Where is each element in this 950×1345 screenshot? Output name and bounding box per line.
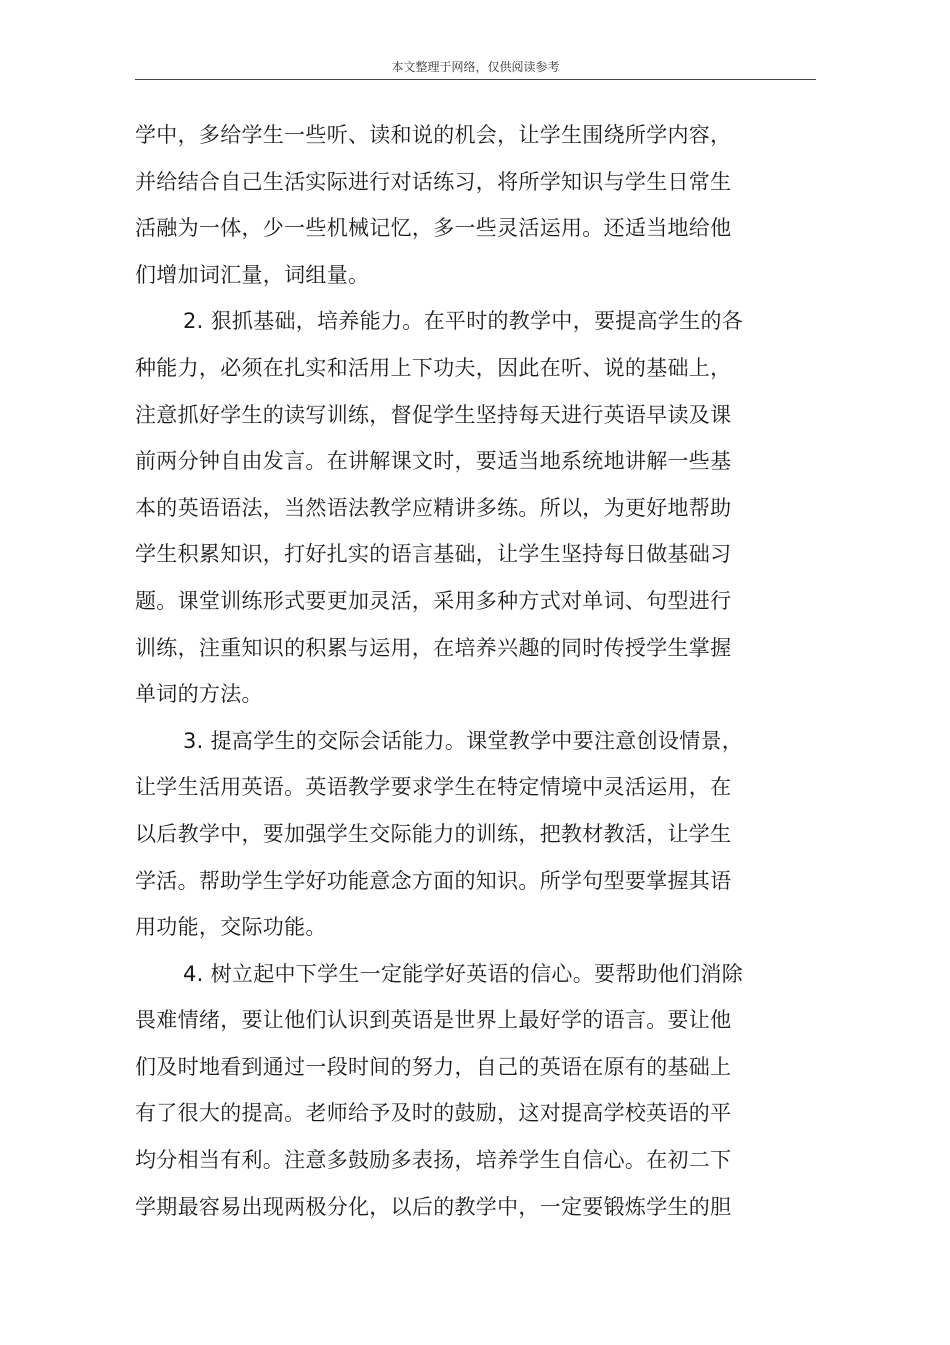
text-line: 注意抓好学生的读写训练，督促学生坚持每天进行英语早读及课 (135, 402, 732, 427)
text-line: 题。课堂训练形式要更加灵活，采用多种方式对单词、句型进行 (135, 588, 732, 613)
text-line: 以后教学中，要加强学生交际能力的训练，把教材教活，让学生 (135, 821, 732, 846)
text-line: 本的英语语法，当然语法教学应精讲多练。所以，为更好地帮助 (135, 495, 732, 520)
header-divider (135, 79, 816, 80)
text-line: 们及时地看到通过一段时间的努力，自己的英语在原有的基础上 (135, 1054, 732, 1079)
text-line: 2. 狠抓基础，培养能力。在平时的教学中，要提高学生的各 (183, 309, 744, 334)
text-line: 并给结合自己生活实际进行对话练习，将所学知识与学生日常生 (135, 169, 732, 194)
text-line: 3. 提高学生的交际会话能力。课堂教学中要注意创设情景， (183, 728, 744, 753)
text-line: 有了很大的提高。老师给予及时的鼓励，这对提高学校英语的平 (135, 1101, 732, 1126)
text-line: 学期最容易出现两极分化，以后的教学中，一定要锻炼学生的胆 (135, 1194, 732, 1219)
text-line: 训练，注重知识的积累与运用，在培养兴趣的同时传授学生掌握 (135, 635, 732, 660)
text-line: 学中，多给学生一些听、读和说的机会，让学生围绕所学内容， (135, 123, 732, 147)
text-line: 们增加词汇量，词组量。 (135, 262, 370, 287)
document-body (135, 112, 760, 1230)
text-line: 让学生活用英语。英语教学要求学生在特定情境中灵活运用，在 (135, 775, 732, 800)
text-line: 均分相当有利。注意多鼓励多表扬，培养学生自信心。在初二下 (135, 1148, 732, 1173)
text-line: 活融为一体，少一些机械记忆，多一些灵活运用。还适当地给他 (135, 216, 732, 241)
text-line: 单词的方法。 (135, 682, 263, 707)
text-line: 学活。帮助学生学好功能意念方面的知识。所学句型要掌握其语 (135, 868, 732, 893)
text-line: 用功能，交际功能。 (135, 915, 327, 940)
page-header-note: 本文整理于网络，仅供阅读参考 (391, 60, 560, 74)
text-line: 前两分钟自由发言。在讲解课文时，要适当地系统地讲解一些基 (135, 449, 732, 474)
text-line: 4. 树立起中下学生一定能学好英语的信心。要帮助他们消除 (183, 961, 744, 986)
text-line: 种能力，必须在扎实和活用上下功夫，因此在听、说的基础上， (135, 355, 732, 380)
text-line: 畏难情绪，要让他们认识到英语是世界上最好学的语言。要让他 (135, 1008, 732, 1033)
text-line: 学生积累知识，打好扎实的语言基础，让学生坚持每日做基础习 (135, 542, 732, 567)
